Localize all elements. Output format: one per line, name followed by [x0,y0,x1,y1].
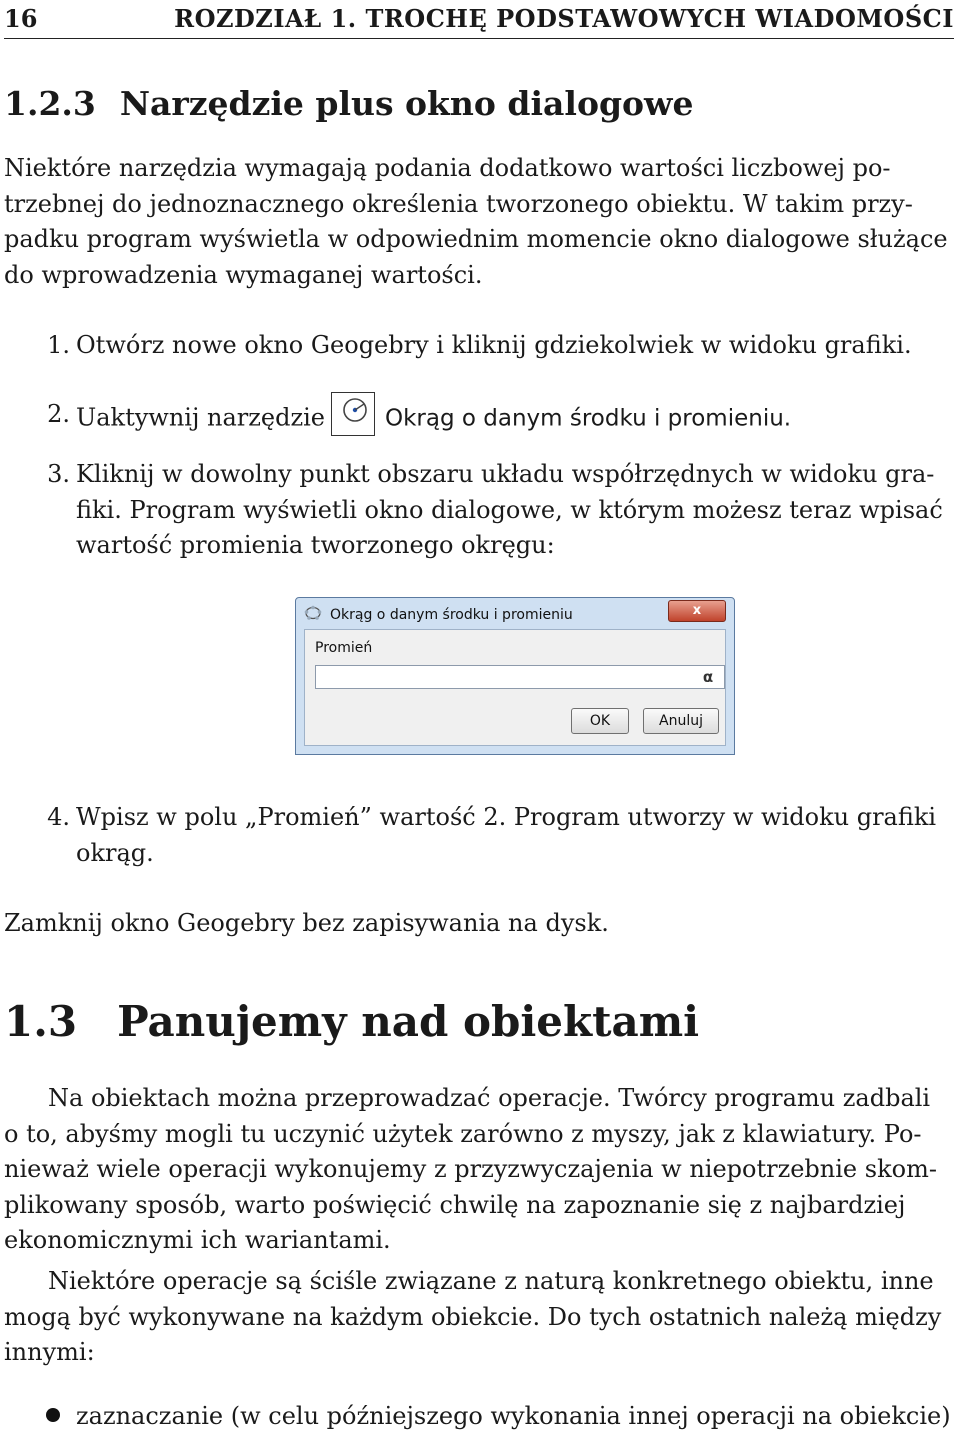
geogebra-app-icon [304,605,322,625]
text-line: Na obiektach można przeprowadzać operacje. Twórcy programu zadbali [48,1084,931,1112]
text-line: okrąg. [76,838,154,867]
section-number: 1.3 [4,997,78,1046]
dialog-title: Okrąg o danym środku i promieniu [330,607,573,623]
text-line: wartość promienia tworzonego okręgu: [76,531,555,559]
close-button[interactable]: x [668,600,726,622]
text-line: nieważ wiele operacji wykonujemy z przyzwyczajenia w niepotrzebnie skom- [4,1155,937,1183]
alpha-symbol-button[interactable]: α [702,668,714,686]
body-paragraph-2 [4,1264,956,1371]
closing-instruction: Zamknij okno Geogebry bez zapisywania na dysk. [4,909,609,937]
page-number: 16 [4,4,38,33]
text-line: fiki. Program wyświetli okno dialogowe, w którym możesz teraz wpisać [76,495,943,524]
chapter-title: ROZDZIAŁ 1. TROCHĘ PODSTAWOWYCH WIADOMOŚCI [174,4,954,33]
text-line: do wprowadzenia wymaganej wartości. [4,260,483,289]
intro-paragraph [4,151,956,293]
step-number: 4. [47,803,70,831]
bullet-icon [46,1408,60,1422]
section-heading [4,997,699,1046]
step-text: Uaktywnij narzędzie [76,403,325,432]
step-number: 3. [47,460,70,488]
dialog-titlebar [304,602,726,628]
subsection-title: Narzędzie plus okno dialogowe [119,84,694,123]
circle-with-radius-tool-icon [331,392,375,436]
text-line: ekonomicznymi ich wariantami. [4,1226,391,1254]
header-rule [4,38,954,39]
text-line: o to, abyśmy mogli tu uczynić użytek zarówno z myszy, jak z klawiatury. Po- [4,1119,922,1148]
body-paragraph-1 [4,1081,956,1259]
text-line: innymi: [4,1338,95,1366]
dialog-body [304,629,726,746]
radius-dialog [295,597,735,755]
text-line: Niektóre operacje są ściśle związane z naturą konkretnego obiektu, inne [48,1267,934,1295]
subsection-number: 1.2.3 [4,84,96,123]
text-line: Otwórz nowe okno Geogebry i kliknij gdziekolwiek w widoku grafiki. [76,331,912,359]
text-line: Wpisz w polu „Promień” wartość 2. Program utworzy w widoku grafiki [76,803,937,831]
text-line: Kliknij w dowolny punkt obszaru układu współrzędnych w widoku gra- [76,460,935,488]
text-line: Niektóre narzędzia wymagają podania dodatkowo wartości liczbowej po- [4,154,891,182]
section-title: Panujemy nad obiektami [117,997,700,1046]
tool-name: Okrąg o danym środku i promieniu. [385,405,792,432]
text-line: trzebnej do jednoznacznego określenia tworzonego obiektu. W takim przy- [4,189,913,218]
subsection-heading [4,84,693,123]
text-line: plikowany sposób, warto poświęcić chwilę na zapoznanie się z najbardziej [4,1190,906,1219]
radius-label: Promień [315,640,373,656]
radius-input[interactable] [315,665,725,689]
cancel-button[interactable]: Anuluj [643,708,719,734]
running-header [4,4,954,36]
ok-button[interactable]: OK [571,708,629,734]
bullet-item: zaznaczanie (w celu późniejszego wykonania innej operacji na obiekcie) [76,1402,951,1430]
step-number: 1. [47,331,70,359]
text-line: mogą być wykonywane na każdym obiekcie. Do tych ostatnich należą między [4,1302,942,1331]
step-number: 2. [47,400,70,428]
text-line: padku program wyświetla w odpowiednim momencie okno dialogowe służące [4,225,948,253]
